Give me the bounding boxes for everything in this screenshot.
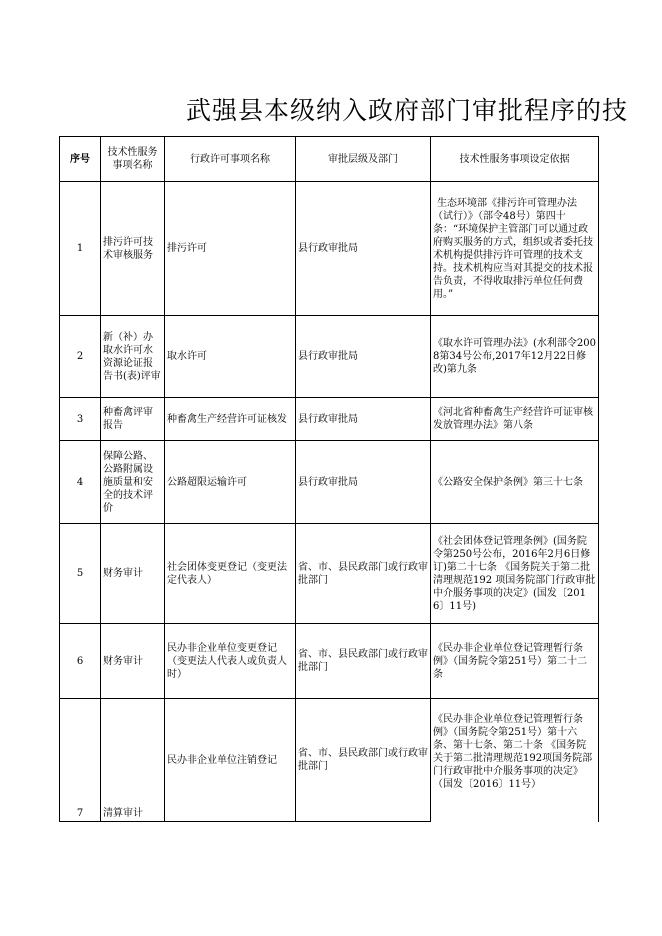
row-service-name: 财务审计	[101, 624, 165, 699]
row-approval-level: 省、市、县民政部门或行政审批部门	[296, 699, 431, 822]
table-row	[60, 624, 599, 699]
row-seq: 4	[60, 441, 101, 524]
row-approval-level: 省、市、县民政部门或行政审批部门	[296, 524, 431, 624]
row-service-name: 种畜禽评审报告	[101, 398, 165, 441]
header-permit-name: 行政许可事项名称	[165, 137, 296, 182]
table-row	[60, 524, 599, 624]
row-permit-name: 排污许可	[165, 182, 296, 316]
row-approval-level: 县行政审批局	[296, 316, 431, 398]
row-basis: 《民办非企业单位登记管理暂行条例》（国务院令第251号）第二十二条	[431, 624, 599, 699]
table-row	[60, 316, 599, 398]
row-basis: 《民办非企业单位登记管理暂行条例》（国务院令第251号）第十六条、第十七条、第二十条 《国务院关于第二批清理规范192项国务院部门行政审批中介服务事项的决定》（国发〔2016〕11号）	[431, 699, 599, 822]
row-basis: 《取水许可管理办法》(水利部令2008第34号公布,2017年12月22日修改)第九条	[431, 316, 599, 398]
row-seq: 6	[60, 624, 101, 699]
row-seq: 1	[60, 182, 101, 316]
row-seq: 2	[60, 316, 101, 398]
services-table	[59, 136, 599, 822]
row-approval-level: 县行政审批局	[296, 441, 431, 524]
header-approval-level: 审批层级及部门	[296, 137, 431, 182]
row-permit-name: 民办非企业单位变更登记（变更法人代表人或负责人时）	[165, 624, 296, 699]
row-service-name: 财务审计	[101, 524, 165, 624]
row-basis: 《河北省种畜禽生产经营许可证审核发放管理办法》第八条	[431, 398, 599, 441]
row-seq: 5	[60, 524, 101, 624]
row-basis: 生态环境部《排污许可管理办法（试行）》（部令48号）第四十条：“环境保护主管部门可以通过政府购买服务的方式，组织或者委托技术机构提供排污许可管理的技术支持。技术机构应当对其提交的技术报告负责，不得收取排污单位任何费用。”	[431, 182, 599, 316]
row-service-name: 排污许可技术审核服务	[101, 182, 165, 316]
row-permit-name: 取水许可	[165, 316, 296, 398]
row-approval-level: 省、市、县民政部门或行政审批部门	[296, 624, 431, 699]
page-title: 武强县本级纳入政府部门审批程序的技	[186, 96, 629, 125]
header-service-name: 技术性服务事项名称	[101, 137, 165, 182]
table-row	[60, 699, 599, 822]
row-permit-name: 种畜禽生产经营许可证核发	[165, 398, 296, 441]
row-seq: 3	[60, 398, 101, 441]
table-header-row	[60, 137, 599, 182]
table-row	[60, 182, 599, 316]
row-seq: 7	[60, 699, 101, 822]
row-basis: 《公路安全保护条例》第三十七条	[431, 441, 599, 524]
table-row	[60, 398, 599, 441]
header-basis: 技术性服务事项设定依据	[431, 137, 599, 182]
header-seq: 序号	[60, 137, 101, 182]
row-permit-name: 民办非企业单位注销登记	[165, 699, 296, 822]
row-approval-level: 县行政审批局	[296, 182, 431, 316]
row-service-name: 清算审计	[101, 699, 165, 822]
row-permit-name: 公路超限运输许可	[165, 441, 296, 524]
row-service-name: 新（补）办取水许可水资源论证报告书(表)评审	[101, 316, 165, 398]
row-approval-level: 县行政审批局	[296, 398, 431, 441]
table-row	[60, 441, 599, 524]
row-service-name: 保障公路、公路附属设施质量和安全的技术评价	[101, 441, 165, 524]
row-basis: 《社会团体登记管理条例》(国务院令第250号公布，2016年2月6日修订)第二十七条 《国务院关于第二批清理规范192 项国务院部门行政审批中介服务事项的决定》(国发〔2016〕11号)	[431, 524, 599, 624]
row-permit-name: 社会团体变更登记（变更法定代表人）	[165, 524, 296, 624]
